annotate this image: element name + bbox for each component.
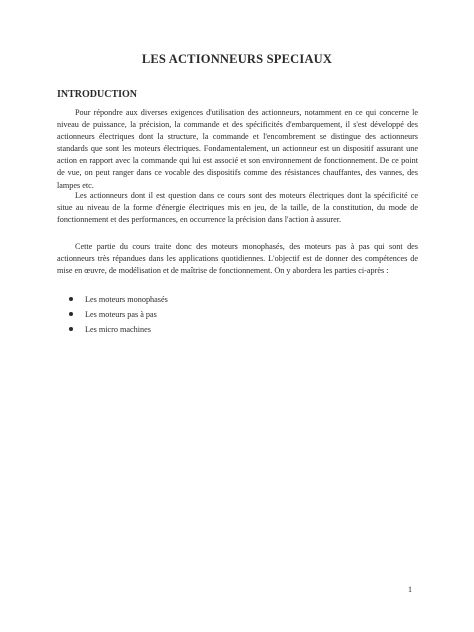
document-title: LES ACTIONNEURS SPECIAUX bbox=[141, 52, 333, 66]
list-item bbox=[68, 322, 168, 337]
bullet-icon bbox=[69, 327, 73, 331]
page-number: 1 bbox=[408, 585, 412, 594]
paragraph-1: Pour répondre aux diverses exigences d'utilisation des actionneurs, notamment en ce qui concerne le niveau de puissance, la précision, la commande et des spécificités d'embarquement, il s'est développé des actionneurs électriques dont la structure, la commande et l'encombrement se distingue des actionneurs standards que sont les moteurs électriques. Fondamentalement, un actionneur est un dispositif assurant une action en rapport avec la commande qui lui est associé et son environnement de fonctionnement. De ce point de vue, on peut ranger dans ce vocable des dispositifs comme des résistances chauffantes, des vannes, des lampes etc. bbox=[57, 108, 418, 190]
list-item-text: Les micro machines bbox=[85, 325, 151, 334]
list-item-text: Les moteurs monophasés bbox=[85, 295, 168, 304]
bullet-icon bbox=[69, 312, 73, 316]
list-item-text: Les moteurs pas à pas bbox=[85, 310, 157, 319]
paragraph-2: Les actionneurs dont il est question dans ce cours sont des moteurs électriques dont la spécificité ce situe au niveau de la forme d'énergie électriques mis en jeu, de la taille, de la constitution, du mode de fonctionnement et des performances, en occurrence la précision dans l'action à assurer. bbox=[57, 191, 418, 225]
bullet-list bbox=[68, 292, 168, 337]
list-item bbox=[68, 292, 168, 307]
list-item bbox=[68, 307, 168, 322]
paragraph-3: Cette partie du cours traite donc des moteurs monophasés, des moteurs pas à pas qui sont des actionneurs très répandues dans les applications quotidiennes. L'objectif est de donner des compétences de mise en œuvre, de modélisation et de maîtrise de fonctionnement. On y abordera les parties ci-après : bbox=[57, 242, 418, 276]
bullet-icon bbox=[69, 297, 73, 301]
section-heading-introduction: INTRODUCTION bbox=[57, 89, 138, 100]
